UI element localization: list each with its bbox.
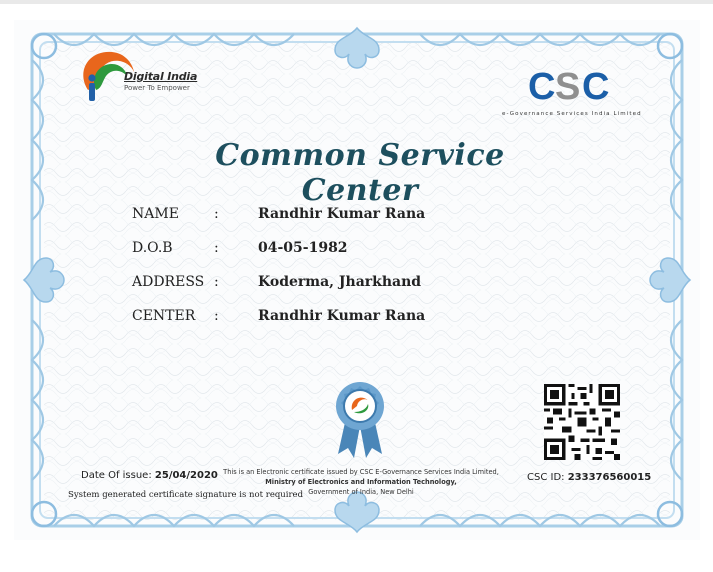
field-separator: :	[214, 240, 219, 256]
csc-logo	[528, 66, 610, 108]
csc-letter-c1: C	[528, 66, 556, 108]
digital-india-title: Digital India	[124, 70, 198, 83]
footnote-line: Ministry of Electronics and Information Technology,	[265, 478, 457, 486]
field-value: Randhir Kumar Rana	[258, 206, 426, 222]
field-value: Koderma, Jharkhand	[258, 274, 422, 290]
digital-india-tagline: Power To Empower	[124, 84, 190, 92]
field-value: 04-05-1982	[258, 240, 348, 256]
issue-date	[81, 470, 218, 481]
field-separator: :	[214, 308, 219, 324]
field-label: D.O.B	[132, 240, 173, 256]
top-bar	[0, 0, 713, 4]
issue-date-value: 25/04/2020	[154, 470, 218, 481]
footnote-line: Government of India, New Delhi	[308, 488, 414, 496]
csc-tagline: e-Governance Services India Limited	[502, 111, 642, 117]
certificate-title: Common Service Center	[215, 138, 505, 208]
csc-letter-c2: C	[582, 66, 610, 108]
award-ribbon-icon	[332, 380, 388, 460]
issuer-footnote	[222, 467, 500, 497]
field-label: ADDRESS	[132, 274, 205, 290]
field-label: CENTER	[132, 308, 196, 324]
system-note: System generated certificate signature is not required	[68, 490, 304, 500]
field-separator: :	[214, 206, 219, 222]
field-label: NAME	[132, 206, 179, 222]
issue-label: Date Of issue:	[81, 470, 152, 481]
csc-id	[527, 472, 651, 483]
field-separator: :	[214, 274, 219, 290]
qr-code-icon	[544, 384, 620, 460]
csc-id-label: CSC ID:	[527, 472, 565, 483]
footnote-line: This is an Electronic certificate issued by CSC E-Governance Services India Limited,	[223, 468, 499, 476]
csc-id-value: 233376560015	[567, 472, 652, 483]
csc-letter-s: S	[555, 66, 581, 108]
digital-india-wordmark	[124, 70, 197, 92]
field-value: Randhir Kumar Rana	[258, 308, 426, 324]
